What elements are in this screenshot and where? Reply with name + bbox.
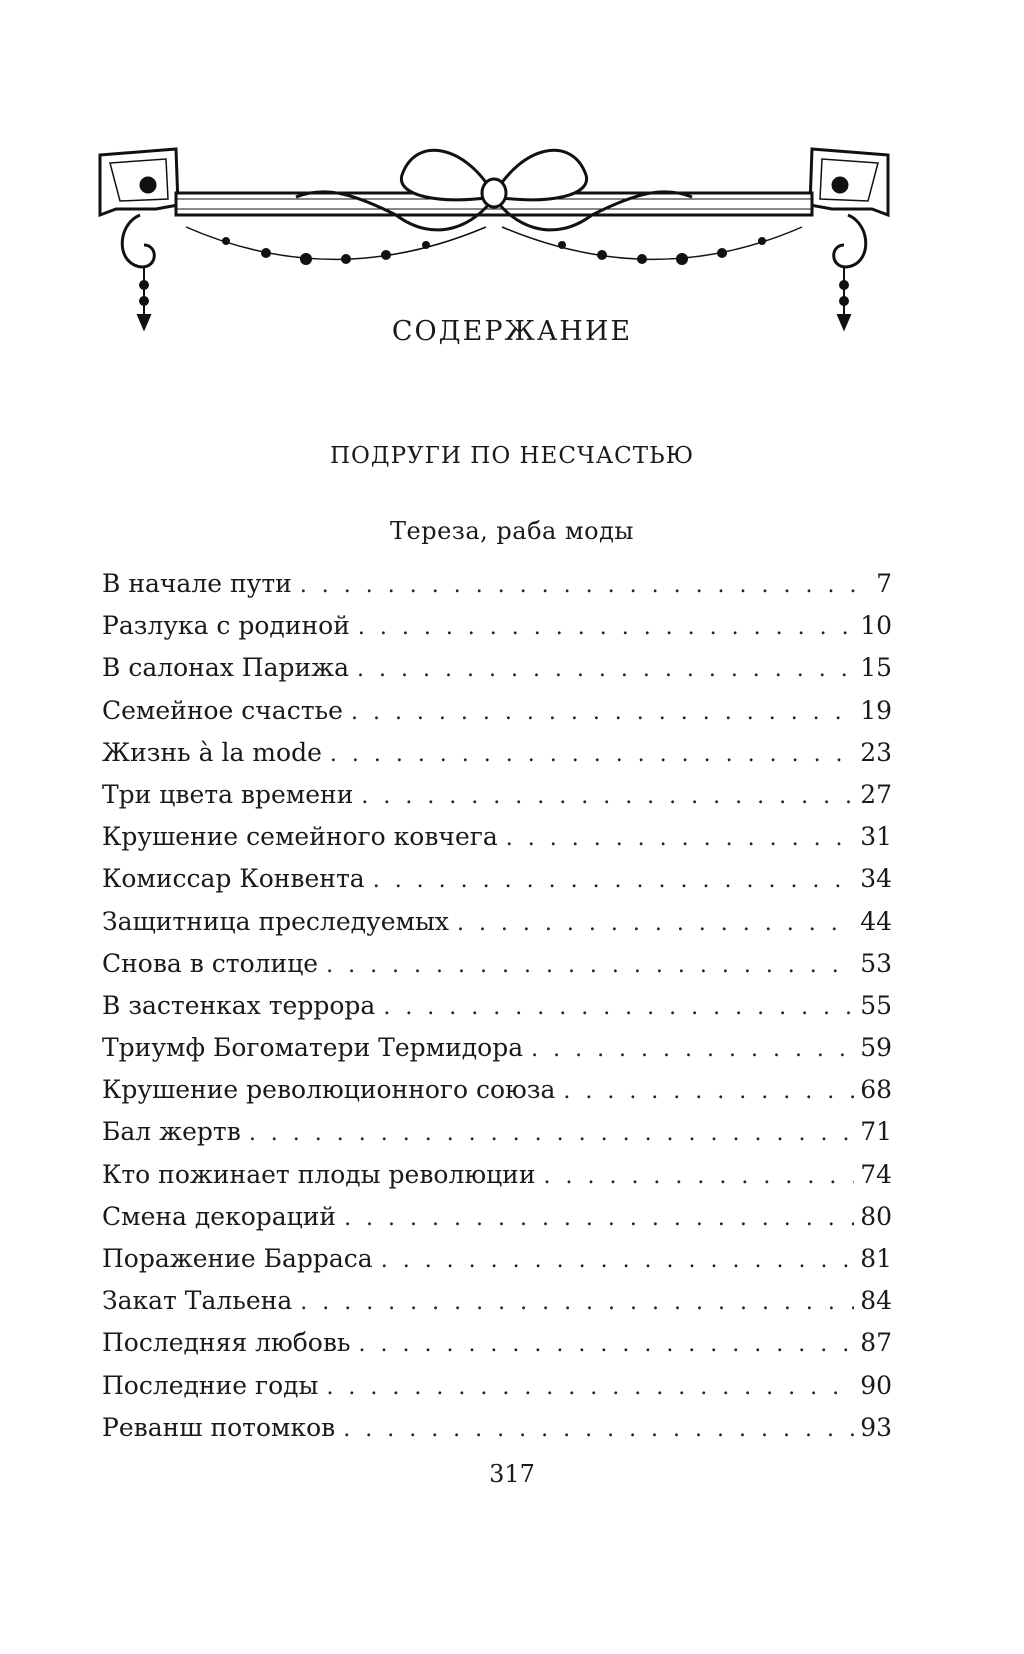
toc-entry-page: 68 — [860, 1075, 892, 1105]
toc-entry-label: Защитница преследуемых — [102, 906, 449, 936]
toc-entry-page: 27 — [860, 779, 892, 809]
dot-leader — [357, 649, 854, 691]
toc-entry[interactable] — [102, 1407, 892, 1449]
toc-entry[interactable] — [102, 732, 892, 774]
toc-entry-page: 84 — [860, 1286, 892, 1316]
toc-entry[interactable] — [102, 816, 892, 858]
dot-leader — [361, 776, 854, 818]
toc-entry-label: Поражение Барраса — [102, 1244, 373, 1273]
chapter-title: Тереза, раба моды — [390, 517, 634, 545]
dot-leader — [300, 565, 870, 607]
dot-leader — [326, 945, 854, 987]
toc-entry-label: Три цвета времени — [102, 779, 354, 809]
toc-entry[interactable] — [102, 605, 892, 647]
dot-leader — [506, 818, 854, 860]
toc-entry-label: Триумф Богоматери Термидора — [102, 1033, 524, 1063]
toc-entry[interactable] — [102, 1111, 892, 1153]
toc-entry-page: 55 — [860, 990, 892, 1020]
toc-entry[interactable] — [102, 901, 892, 943]
toc-entry-page: 31 — [860, 822, 892, 852]
dot-leader — [563, 1071, 854, 1113]
toc-entry-label: Разлука с родиной — [102, 611, 350, 641]
toc-entry[interactable] — [102, 1196, 892, 1238]
dot-leader — [343, 1409, 854, 1451]
toc-entry-page: 90 — [860, 1370, 892, 1400]
toc-entry-label: Закат Тальена — [102, 1286, 293, 1316]
dot-leader — [373, 860, 854, 902]
toc-entry-label: В начале пути — [102, 569, 292, 598]
toc-entry-label: Снова в столице — [102, 948, 319, 978]
toc-entry-page: 15 — [860, 653, 892, 683]
toc-entry[interactable] — [102, 774, 892, 816]
dot-leader — [300, 1282, 854, 1324]
dot-leader — [351, 692, 854, 734]
toc-entry-label: Смена декораций — [102, 1201, 337, 1231]
toc-list — [102, 563, 892, 1449]
toc-entry-label: Реванш потомков — [102, 1412, 336, 1442]
toc-entry[interactable] — [102, 1027, 892, 1069]
dot-leader — [358, 607, 854, 649]
dot-leader — [381, 1240, 854, 1282]
toc-entry-page: 7 — [876, 569, 892, 598]
toc-entry-page: 34 — [860, 864, 892, 894]
dot-leader — [330, 734, 854, 776]
toc-entry[interactable] — [102, 1238, 892, 1280]
toc-entry-label: Крушение революционного союза — [102, 1075, 556, 1105]
toc-entry[interactable] — [102, 647, 892, 689]
toc-entry-page: 80 — [860, 1201, 892, 1231]
toc-entry-page: 87 — [860, 1328, 892, 1358]
toc-entry[interactable] — [102, 563, 892, 605]
toc-entry-page: 44 — [860, 906, 892, 936]
toc-entry-page: 59 — [860, 1033, 892, 1063]
decorative-bow-ornament — [96, 135, 892, 345]
dot-leader — [383, 987, 854, 1029]
toc-entry[interactable] — [102, 1154, 892, 1196]
toc-entry-page: 10 — [860, 611, 892, 641]
toc-entry-label: Кто пожинает плоды революции — [102, 1159, 536, 1189]
dot-leader — [544, 1156, 855, 1198]
toc-entry-label: Последняя любовь — [102, 1328, 351, 1358]
toc-entry-label: В застенках террора — [102, 990, 376, 1020]
toc-entry[interactable] — [102, 858, 892, 900]
dot-leader — [326, 1367, 854, 1409]
part-title: ПОДРУГИ ПО НЕСЧАСТЬЮ — [329, 443, 695, 469]
toc-entry[interactable] — [102, 985, 892, 1027]
toc-entry-label: Комиссар Конвента — [102, 864, 365, 894]
toc-entry[interactable] — [102, 1365, 892, 1407]
toc-entry[interactable] — [102, 1069, 892, 1111]
toc-entry-page: 23 — [860, 737, 892, 767]
dot-leader — [359, 1324, 855, 1366]
toc-entry-label: В салонах Парижа — [102, 653, 350, 683]
dot-leader — [249, 1113, 854, 1155]
toc-entry-label: Жизнь à la mode — [102, 737, 322, 767]
toc-entry-page: 71 — [860, 1117, 892, 1147]
toc-entry-page: 53 — [860, 948, 892, 978]
toc-entry[interactable] — [102, 943, 892, 985]
toc-entry-label: Последние годы — [102, 1370, 319, 1400]
toc-entry-page: 19 — [860, 695, 892, 725]
toc-entry[interactable] — [102, 1322, 892, 1364]
page-number: 317 — [489, 1460, 535, 1488]
toc-title: СОДЕРЖАНИЕ — [391, 316, 633, 347]
toc-entry-page: 81 — [860, 1244, 892, 1273]
dot-leader — [531, 1029, 854, 1071]
toc-entry-page: 74 — [860, 1159, 892, 1189]
toc-entry[interactable] — [102, 690, 892, 732]
toc-entry-label: Семейное счастье — [102, 695, 343, 725]
toc-entry-label: Бал жертв — [102, 1117, 241, 1147]
dot-leader — [344, 1198, 854, 1240]
toc-entry[interactable] — [102, 1280, 892, 1322]
toc-entry-page: 93 — [860, 1412, 892, 1442]
dot-leader — [457, 903, 854, 945]
toc-entry-label: Крушение семейного ковчега — [102, 822, 498, 852]
